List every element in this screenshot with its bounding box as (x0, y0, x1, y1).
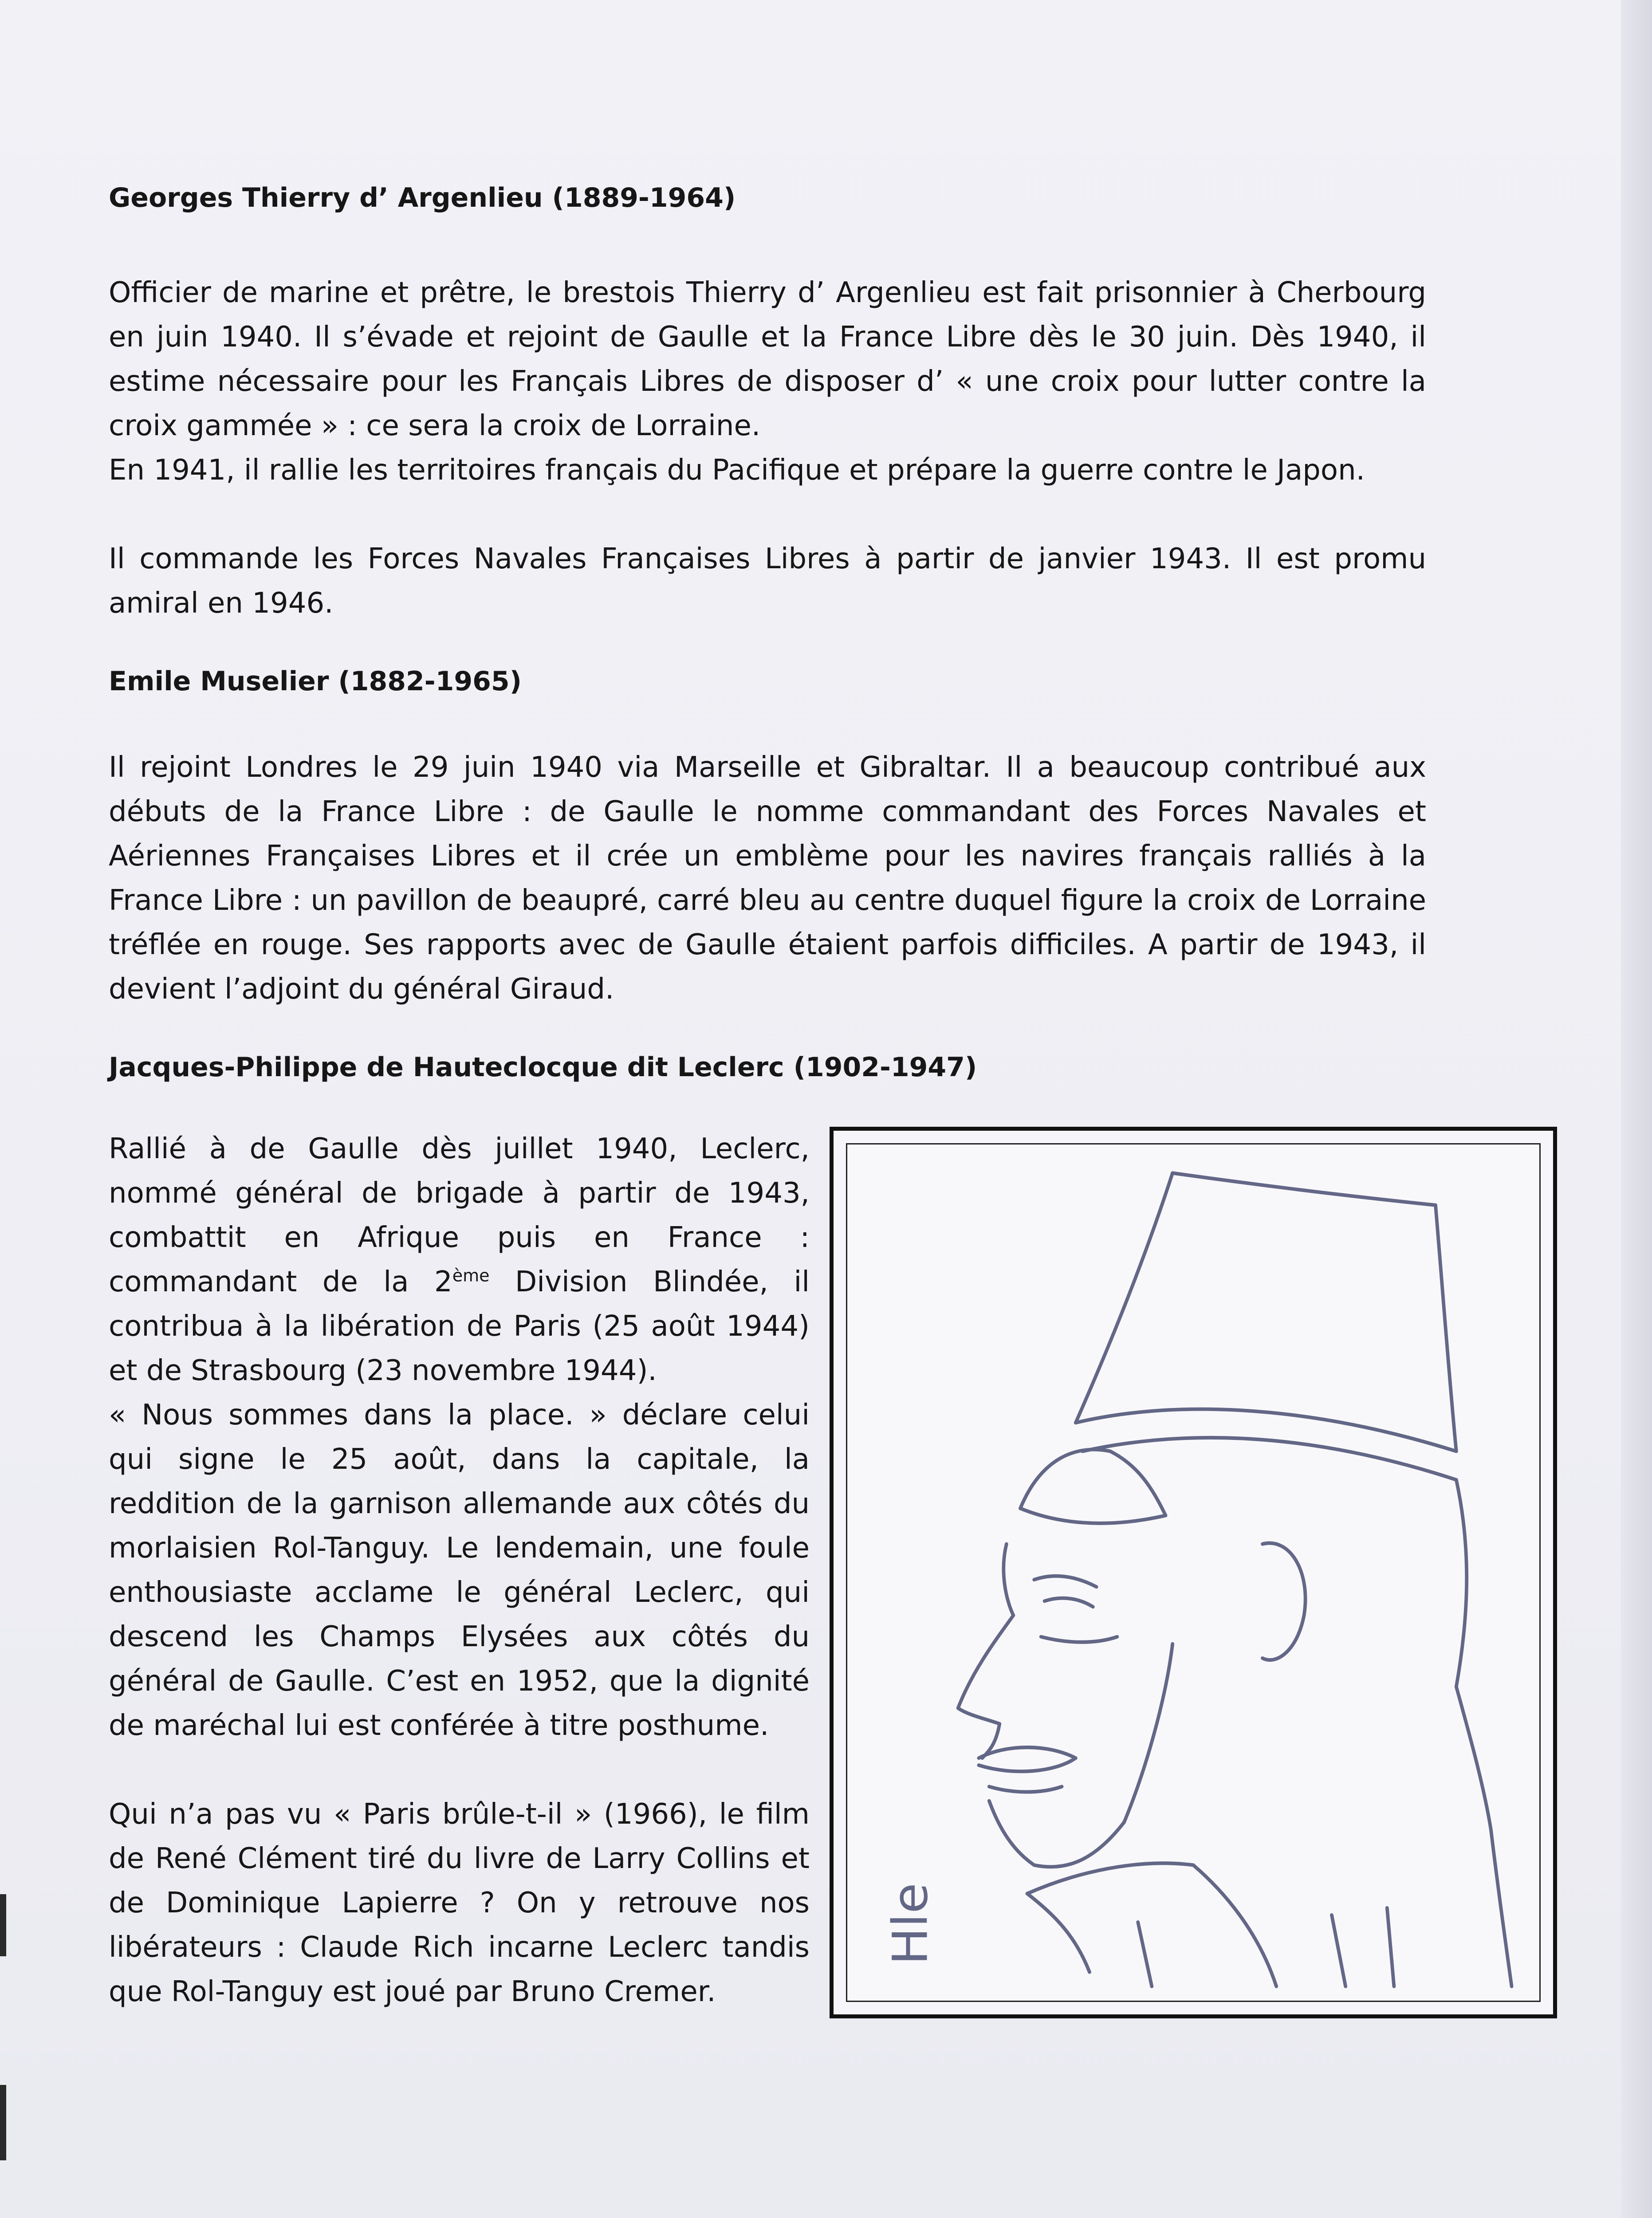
section-paragraph: Il rejoint Londres le 29 juin 1940 via Marseille et Gibraltar. Il a beaucoup contribué aux débuts de la France Libre : de Gaulle le nomme commandant des Forces Navales et Aériennes Françaises Libres et il crée un emblème pour les navires français ralliés à la France Libre : un pavillon de beaupré, carré bleu au centre duquel figure la croix de Lorraine tréflée en rouge. Ses rapports avec de Gaulle étaient parfois difficiles. A partir de 1943, il devient l’adjoint du général Giraud. (109, 751, 1426, 1006)
section-title: Jacques-Philippe de Hauteclocque dit Leclerc (1902-1947) (109, 1052, 977, 1083)
binding-ring (0, 1894, 6, 1956)
section-paragraph: Il commande les Forces Navales Françaises Libres à partir de janvier 1943. Il est promu amiral en 1946. (109, 543, 1426, 620)
section-title: Georges Thierry d’ Argenlieu (1889-1964) (109, 182, 736, 213)
binding-ring (0, 2085, 6, 2160)
page-edge (1621, 0, 1652, 2218)
portrait-sketch (846, 1143, 1541, 2002)
section-paragraph: Officier de marine et prêtre, le brestois Thierry d’ Argenlieu est fait prisonnier à Cherbourg en juin 1940. Il s’évade et rejoint de Gaulle et la France Libre dès le 30 juin. Dès 1940, il estime nécessaire pour les Français Libres de disposer d’ « une croix pour lutter contre la croix gammée » : ce sera la croix de Lorraine. (109, 276, 1426, 442)
section-title: Emile Muselier (1882-1965) (109, 666, 522, 697)
portrait-sketch-frame (830, 1127, 1557, 2018)
sketch-signature: Hle (882, 1883, 939, 1965)
section-paragraph: « Nous sommes dans la place. » déclare celui qui signe le 25 août, dans la capitale, la reddition de la garnison allemande aux côtés du morlaisien Rol-Tanguy. Le lendemain, une foule enthousiaste acclame le général Leclerc, qui descend les Champs Elysées aux côtés du général de Gaulle. C’est en 1952, que la dignité de maréchal lui est conférée à titre posthume. (109, 1399, 810, 1742)
portrait-drawing (847, 1144, 1539, 2001)
section-paragraph: En 1941, il rallie les territoires français du Pacifique et prépare la guerre contre le Japon. (109, 454, 1365, 487)
section-paragraph: Qui n’a pas vu « Paris brûle-t-il » (1966), le film de René Clément tiré du livre de Larry Collins et de Dominique Lapierre ? On y retrouve nos libérateurs : Claude Rich incarne Leclerc tandis que Rol-Tanguy est joué par Bruno Cremer. (109, 1798, 810, 2008)
section-paragraph: Rallié à de Gaulle dès juillet 1940, Leclerc, nommé général de brigade à partir de 1943, combattit en Afrique puis en France : commandant de la 2ème Division Blindée, il contribua à la libération de Paris (25 août 1944) et de Strasbourg (23 novembre 1944). (109, 1133, 810, 1387)
